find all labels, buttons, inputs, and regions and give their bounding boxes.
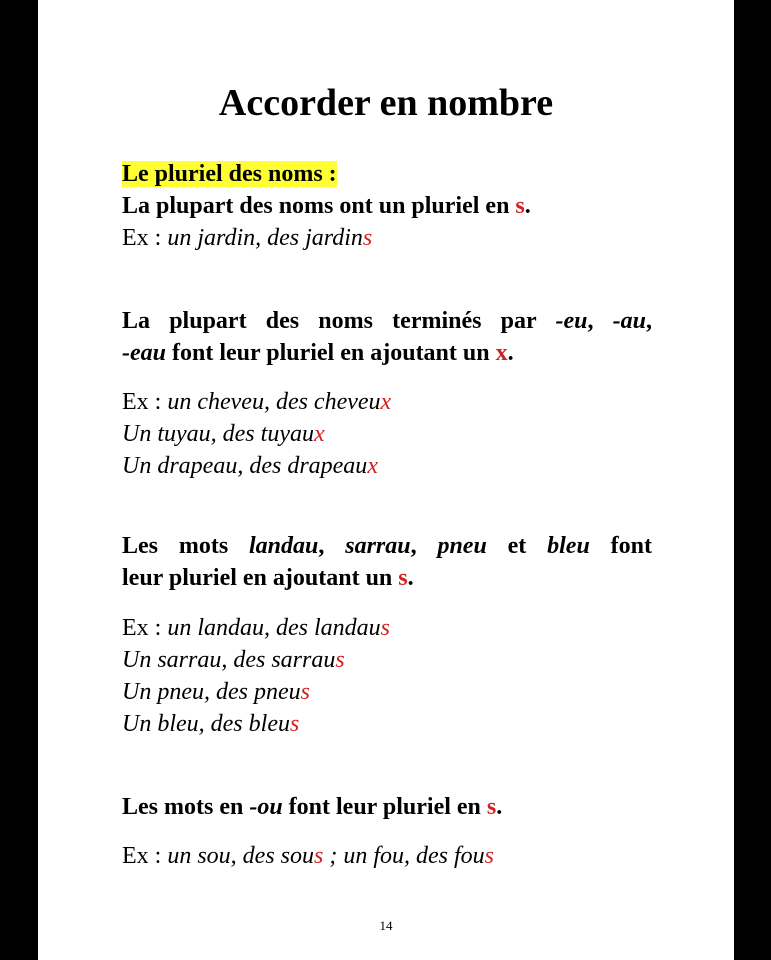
example-3-text-3: Un pneu, des pneu: [122, 679, 301, 705]
example-2-text-3: Un drapeau, des drapeau: [122, 453, 368, 479]
rule-4-text-a: Les mots en: [122, 794, 250, 820]
example-3-ending-4: s: [289, 711, 300, 737]
example-3-line-4: [122, 708, 652, 740]
example-3-prefix: Ex :: [122, 615, 168, 641]
rule-2: [122, 305, 652, 369]
rule-3-text-a: Les mots: [122, 533, 250, 559]
rule-4: [122, 791, 652, 823]
example-3-ending-3: s: [300, 679, 310, 705]
rule-2-end: .: [507, 340, 514, 366]
rule-3: [122, 530, 652, 594]
example-2-text-2: Un tuyau, des tuyau: [122, 421, 314, 447]
example-2-line-1: [122, 386, 652, 418]
rule-3-word-landau: landau: [249, 533, 319, 559]
example-1-text: un jardin, des jardin: [167, 225, 363, 251]
example-4-text-1: un sou, des sou: [167, 843, 314, 869]
rule-2-ending: x: [495, 340, 508, 366]
rule-3-sep-3: et: [486, 533, 548, 559]
example-3-line-3: [122, 676, 652, 708]
rule-4-ending: s: [486, 794, 497, 820]
rule-3-sep-4: font: [589, 533, 652, 559]
rule-1-end: .: [524, 193, 531, 219]
section-plural-nouns: [122, 158, 652, 254]
example-2-ending-2: x: [313, 421, 325, 447]
section-heading: Le pluriel des noms :: [122, 161, 337, 187]
example-4-line: [122, 840, 652, 872]
page-number: 14: [379, 918, 393, 933]
example-3-text-4: Un bleu, des bleu: [122, 711, 290, 737]
document-page: [38, 0, 734, 960]
rule-2-text-b: font leur pluriel en ajoutant un: [166, 340, 496, 366]
rule-2-eu: -eu: [555, 308, 588, 334]
rule-2-text-a: La plupart des noms terminés par: [122, 308, 556, 334]
example-4-ending-1: s: [314, 843, 324, 869]
rule-3-word-sarrau: sarrau: [345, 533, 411, 559]
example-2-text-1: un cheveu, des cheveu: [167, 389, 381, 415]
example-2-line-3: [122, 450, 652, 482]
rule-2-line-1: [122, 305, 652, 337]
rule-4-end: .: [496, 794, 503, 820]
example-3-text-2: Un sarrau, des sarrau: [122, 647, 336, 673]
example-2: [122, 386, 652, 482]
rule-2-au: -au: [612, 308, 646, 334]
rule-3-word-bleu: bleu: [547, 533, 590, 559]
rule-3-line-1: [122, 530, 652, 562]
example-1-prefix: Ex :: [122, 225, 168, 251]
example-3-ending-1: s: [380, 615, 390, 641]
example-1-ending: s: [362, 225, 373, 251]
example-3-line-1: [122, 612, 652, 644]
example-3-ending-2: s: [335, 647, 345, 673]
example-3: [122, 612, 652, 740]
example-2-line-2: [122, 418, 652, 450]
rule-2-sep-2: ,: [646, 308, 652, 334]
section-heading-line: [122, 158, 652, 190]
example-2-ending-1: x: [380, 389, 392, 415]
example-3-line-2: [122, 644, 652, 676]
rule-3-end: .: [407, 565, 414, 591]
example-4: [122, 840, 652, 872]
rule-2-eau: -eau: [122, 340, 166, 366]
example-2-ending-3: x: [367, 453, 378, 479]
example-3-text-1: un landau, des landau: [167, 615, 381, 641]
example-4-prefix: Ex :: [122, 843, 168, 869]
example-1: [122, 222, 652, 254]
rule-1: [122, 190, 652, 222]
rule-3-sep-1: ,: [318, 533, 346, 559]
rule-2-sep-1: ,: [587, 308, 613, 334]
rule-3-sep-2: ,: [410, 533, 438, 559]
rule-4-ou: -ou: [249, 794, 283, 820]
rule-4-text-b: font leur pluriel en: [282, 794, 487, 820]
rule-3-word-pneu: pneu: [437, 533, 487, 559]
rule-3-ending: s: [398, 565, 408, 591]
rule-2-line-2: [122, 337, 652, 369]
example-4-ending-2: s: [484, 843, 495, 869]
example-4-text-2: ; un fou, des fou: [323, 843, 485, 869]
rule-1-ending: s: [515, 193, 525, 219]
rule-1-text: La plupart des noms ont un pluriel en: [122, 193, 516, 219]
rule-4-line: [122, 791, 652, 823]
rule-3-text-b: leur pluriel en ajoutant un: [122, 565, 399, 591]
example-2-prefix: Ex :: [122, 389, 168, 415]
rule-3-line-2: [122, 562, 652, 594]
page-title: Accorder en nombre: [218, 82, 554, 124]
